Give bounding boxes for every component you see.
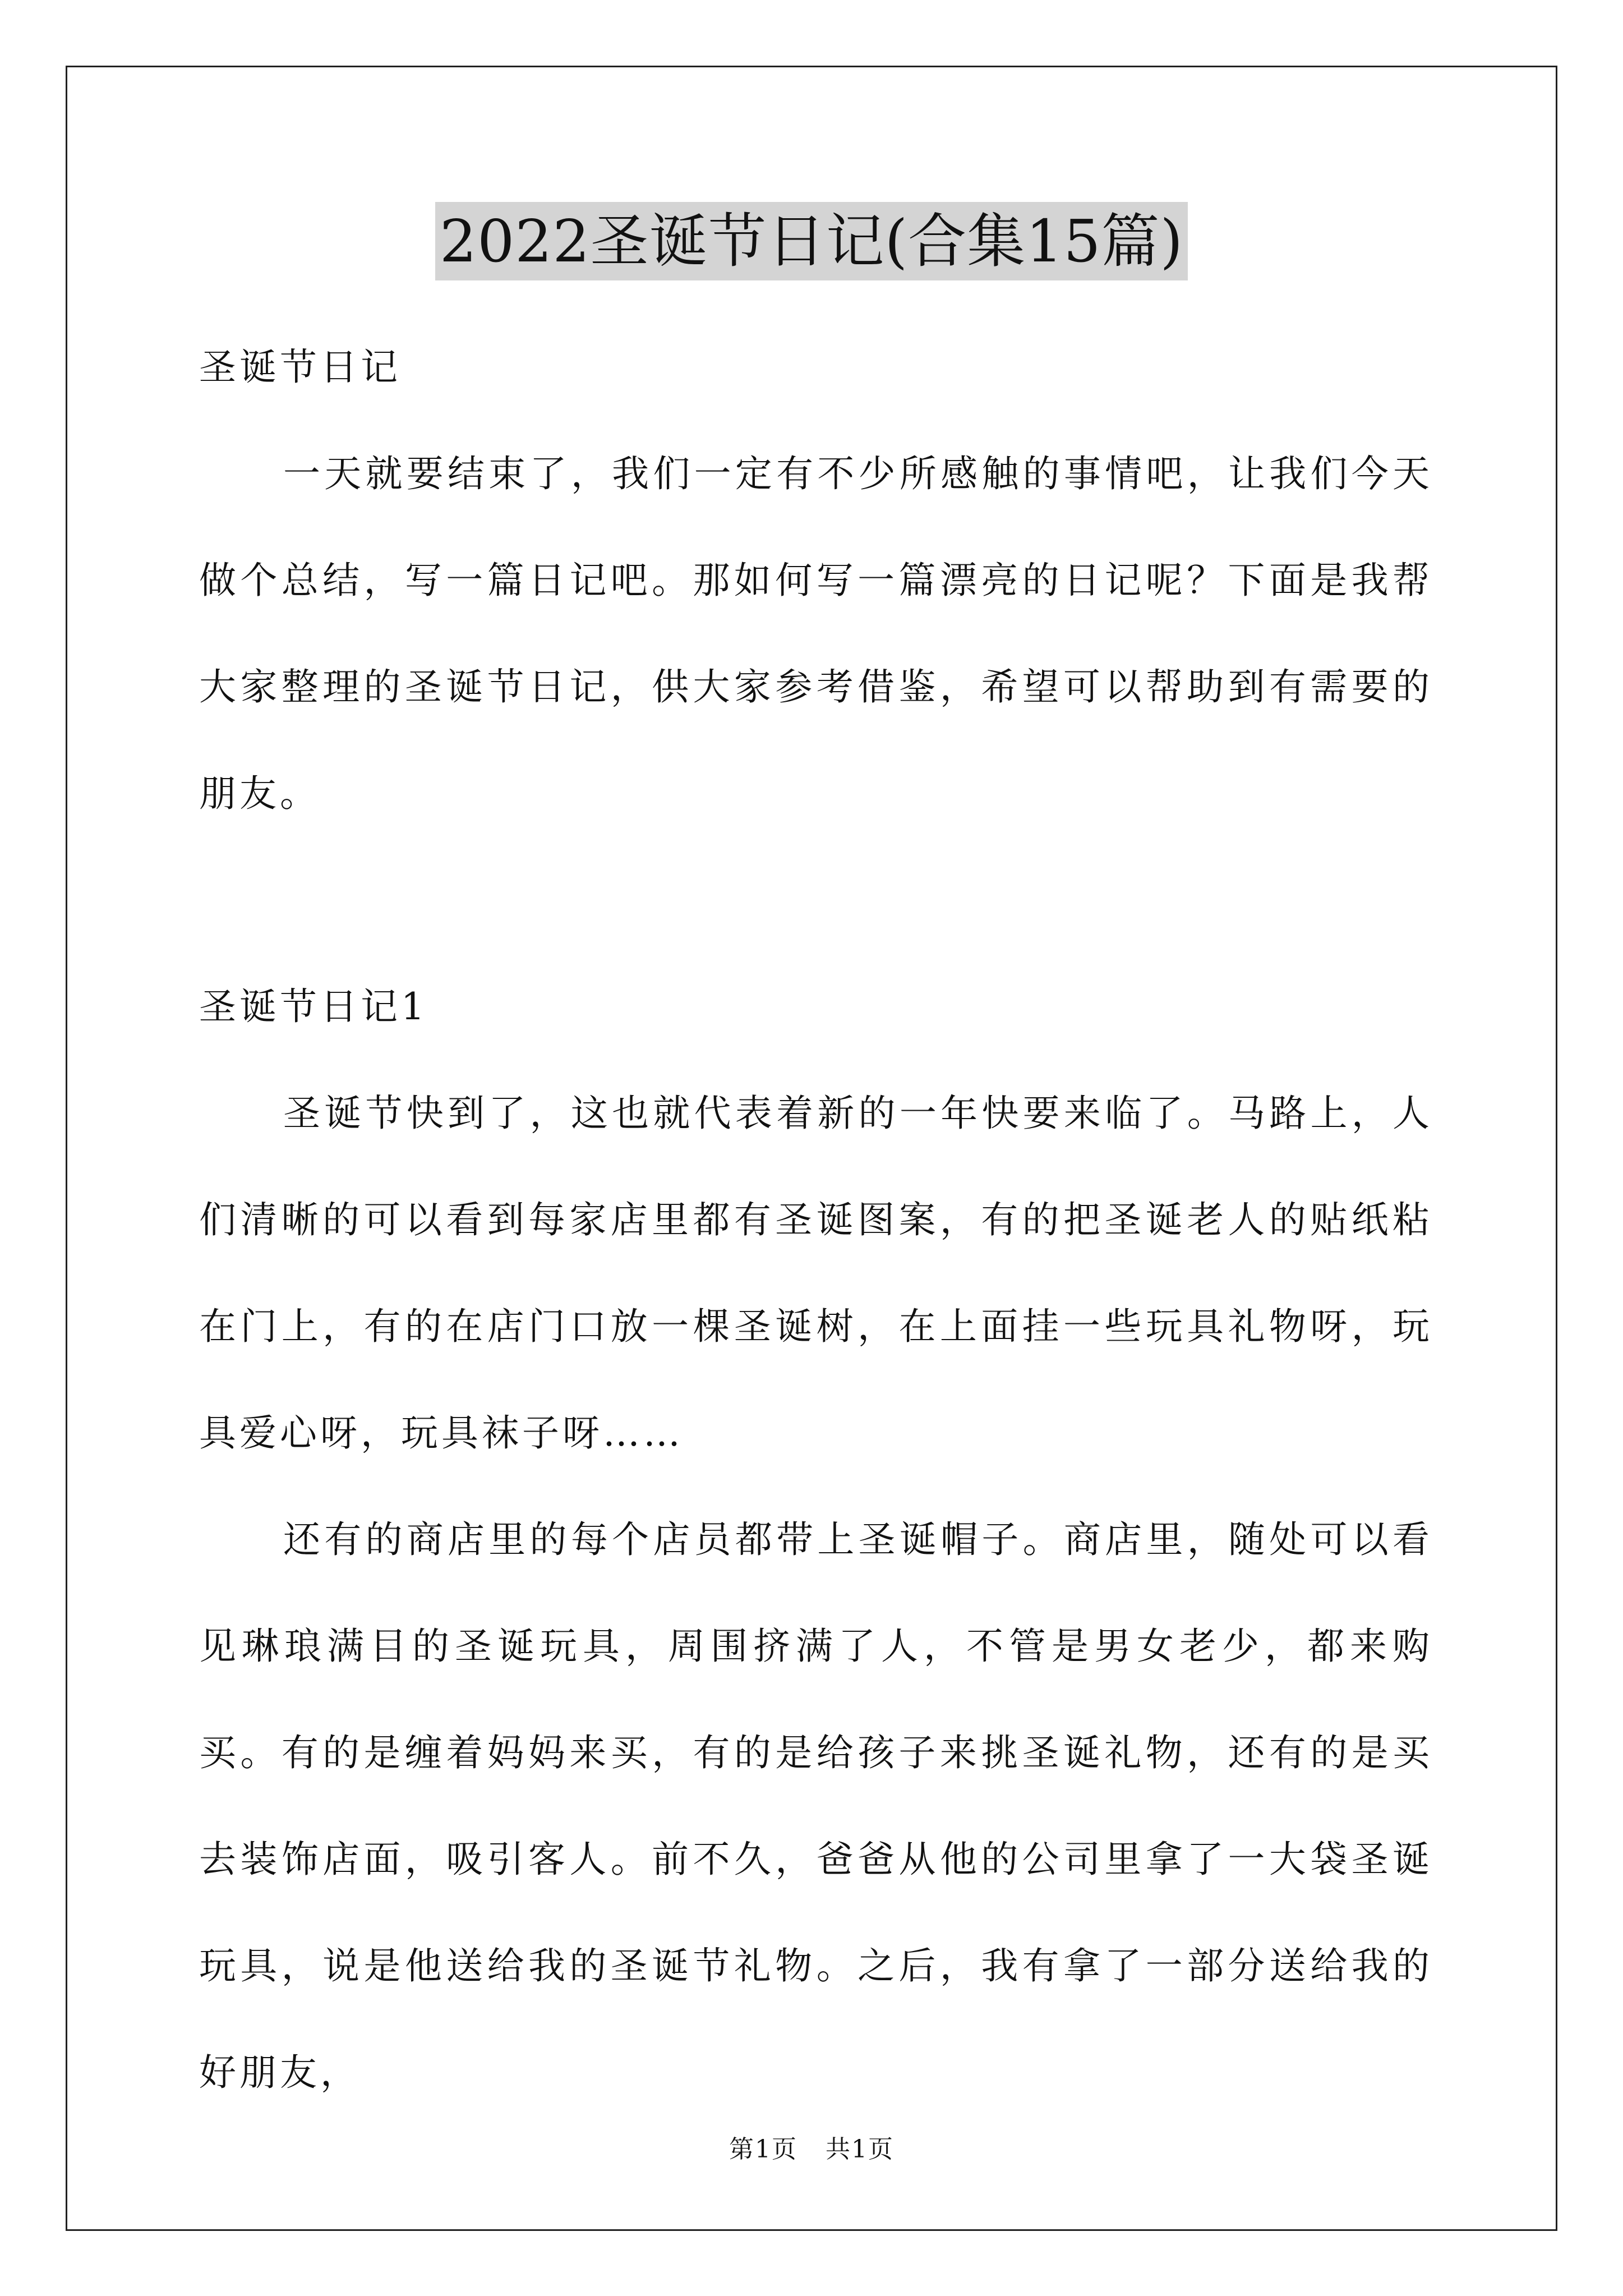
section-gap [199, 847, 1433, 954]
document-body [199, 314, 1433, 2126]
paragraph: 圣诞节快到了，这也就代表着新的一年快要来临了。马路上，人们清晰的可以看到每家店里都有圣诞图案，有的把圣诞老人的贴纸粘在门上，有的在店门口放一棵圣诞树，在上面挂一些玩具礼物呀，玩具爱心呀，玩具袜子呀…… [199, 1092, 1433, 1455]
section-heading: 圣诞节日记 [199, 346, 401, 389]
paragraph: 还有的商店里的每个店员都带上圣诞帽子。商店里，随处可以看见琳琅满目的圣诞玩具，周围挤满了人，不管是男女老少，都来购买。有的是缠着妈妈来买，有的是给孩子来挑圣诞礼物，还有的是买去装饰店面，吸引客人。前不久，爸爸从他的公司里拿了一大袋圣诞玩具，说是他送给我的圣诞节礼物。之后，我有拿了一部分送给我的好朋友， [199, 1518, 1433, 2094]
document-title: 2022圣诞节日记(合集15篇) [435, 202, 1188, 280]
page-number: 第1页 [729, 2135, 797, 2164]
title-container [0, 202, 1623, 280]
section-heading: 圣诞节日记1 [199, 985, 428, 1028]
page-footer [0, 2129, 1623, 2165]
page-total: 共1页 [826, 2135, 894, 2164]
paragraph: 一天就要结束了，我们一定有不少所感触的事情吧，让我们今天做个总结，写一篇日记吧。那如何写一篇漂亮的日记呢？下面是我帮大家整理的圣诞节日记，供大家参考借鉴，希望可以帮助到有需要的朋友。 [199, 452, 1433, 815]
